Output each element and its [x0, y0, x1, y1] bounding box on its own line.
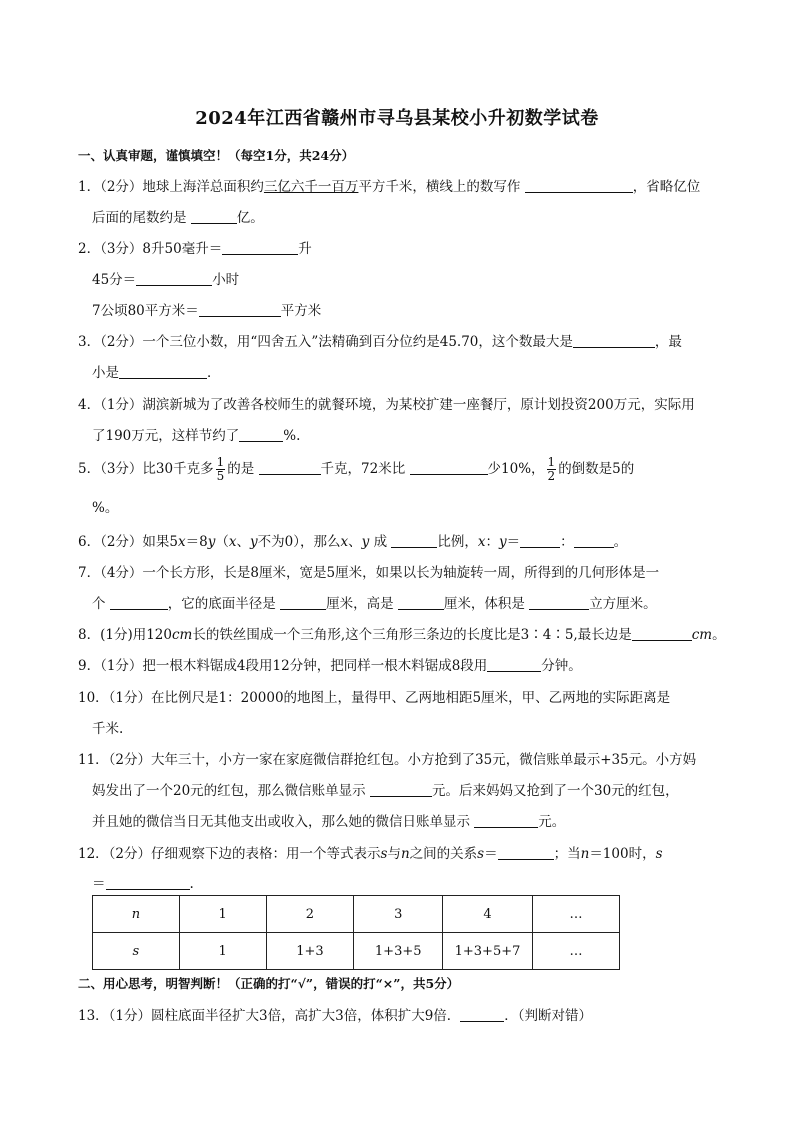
- exam-title: 2024年江西省赣州市寻乌县某校小升初数学试卷: [195, 108, 599, 129]
- table-cell: 4: [443, 896, 533, 933]
- question-6-line-1: 6．（2分）如果5x＝8y（x、y不为0），那么x、y 成 比例，x：y＝ ： 。: [78, 534, 628, 550]
- question-2-line-3: 7公顷80平方米＝ 平方米: [92, 303, 322, 319]
- question-11-line-2: 妈发出了一个20元的红包，那么微信账单显示 元。后来妈妈又抢到了一个30元的红包，: [92, 783, 679, 799]
- answer-blank[interactable]: [259, 460, 321, 475]
- question-8-line-1: 8．(1分)用120cm长的铁丝围成一个三角形,这个三角形三条边的长度比是3∶4∶5,最长边是 cm。: [78, 627, 726, 643]
- question-11-line-1: 11．（2分）大年三十，小方一家在家庭微信群抢红包。小方抢到了35元，微信账单最示+35元。小方妈: [78, 752, 697, 768]
- answer-blank[interactable]: [191, 209, 237, 224]
- section-2-heading: 二、用心思考，明智判断！（正确的打“√”，错误的打“×”，共5分）: [78, 976, 460, 991]
- table-cell: 1+3: [266, 933, 354, 970]
- question-10-line-1: 10．（1分）在比例尺是1：20000的地图上，量得甲、乙两地相距5厘米，甲、乙两地的实际距离是: [78, 690, 671, 706]
- answer-blank[interactable]: [410, 460, 488, 475]
- table-cell: 1: [179, 896, 266, 933]
- question-2-line-2: 45分＝ 小时: [92, 272, 240, 288]
- table-row: [93, 896, 620, 933]
- table-cell: …: [532, 933, 619, 970]
- question-11-line-3: 并且她的微信当日无其他支出或收入，那么她的微信日账单显示 元。: [92, 814, 566, 830]
- underlined-number-words: 三亿六千一百万: [263, 179, 359, 195]
- question-7-line-2: 个 ，它的底面半径是 厘米，高是 厘米，体积是 立方厘米。: [92, 596, 657, 612]
- section-1-heading: 一、认真审题，谨慎填空！（每空1分，共24分）: [78, 148, 355, 163]
- answer-blank[interactable]: [222, 240, 298, 255]
- answer-blank[interactable]: [136, 271, 212, 286]
- answer-blank[interactable]: [110, 595, 168, 610]
- question-13-line-1: 13．（1分）圆柱底面半径扩大3倍，高扩大3倍，体积扩大9倍． ．（判断对错）: [78, 1008, 593, 1024]
- answer-blank[interactable]: [632, 626, 692, 641]
- answer-blank[interactable]: [370, 782, 432, 797]
- answer-blank[interactable]: [199, 302, 281, 317]
- answer-blank[interactable]: [529, 595, 589, 610]
- table-cell: 1+3+5: [354, 933, 443, 970]
- answer-blank[interactable]: [119, 364, 207, 379]
- answer-blank[interactable]: [106, 875, 190, 890]
- answer-blank[interactable]: [280, 595, 326, 610]
- question-5-line-2: %。: [92, 500, 119, 516]
- table-row: [93, 933, 620, 970]
- question-4-line-1: 4．（1分）湖滨新城为了改善各校师生的就餐环境，为某校扩建一座餐厅，原计划投资200万元，实际用: [78, 397, 695, 413]
- question-9-line-1: 9．（1分）把一根木料锯成4段用12分钟，把同样一根木料锯成8段用 分钟。: [78, 658, 582, 674]
- question-5-line-1: 5．（3分）比30千克多 $\frac{1}{5}$ 的是 千克，72米比 少10%， $\frac{1}{2}$ 的倒数是5的: [78, 455, 635, 483]
- question-1-line-2: 后面的尾数约是 亿。: [92, 210, 264, 226]
- fraction-one-fifth: $\frac{1}{5}$: [216, 455, 225, 483]
- table-cell: 3: [354, 896, 443, 933]
- answer-blank[interactable]: [460, 1007, 504, 1022]
- question-4-line-2: 了190万元，这样节约了 %.: [92, 428, 301, 444]
- table-cell: 1: [179, 933, 266, 970]
- answer-blank[interactable]: [498, 845, 554, 860]
- answer-blank[interactable]: [239, 427, 283, 442]
- table-cell: 2: [266, 896, 354, 933]
- question-3-line-1: 3．（2分）一个三位小数，用“四舍五入”法精确到百分位约是45.70，这个数最大是 ，最: [78, 334, 682, 350]
- table-cell: s: [93, 933, 180, 970]
- question-7-line-1: 7．（4分）一个长方形，长是8厘米，宽是5厘米，如果以长为轴旋转一周，所得到的几何形体是一: [78, 565, 660, 581]
- sequence-table: [92, 895, 620, 970]
- answer-blank[interactable]: [520, 533, 560, 548]
- fraction-one-half: $\frac{1}{2}$: [547, 455, 556, 483]
- table-cell: n: [93, 896, 180, 933]
- question-12-line-1: 12．（2分）仔细观察下边的表格：用一个等式表示s与n之间的关系s＝ ；当n＝100时，s: [78, 846, 663, 862]
- answer-blank[interactable]: [573, 333, 655, 348]
- question-1-line-1: 1．（2分）地球上海洋总面积约三亿六千一百万平方千米，横线上的数写作 ，省略亿位: [78, 179, 701, 195]
- answer-blank[interactable]: [398, 595, 444, 610]
- answer-blank[interactable]: [474, 813, 538, 828]
- answer-blank[interactable]: [574, 533, 614, 548]
- table-cell: …: [532, 896, 619, 933]
- question-12-line-2: ＝ .: [92, 876, 194, 892]
- question-10-line-2: 千米.: [92, 721, 124, 737]
- answer-blank[interactable]: [525, 178, 633, 193]
- answer-blank[interactable]: [391, 533, 437, 548]
- table-cell: 1+3+5+7: [443, 933, 533, 970]
- answer-blank[interactable]: [487, 657, 541, 672]
- question-2-line-1: 2．（3分）8升50毫升＝ 升: [78, 241, 312, 257]
- question-3-line-2: 小是 ．: [92, 365, 221, 381]
